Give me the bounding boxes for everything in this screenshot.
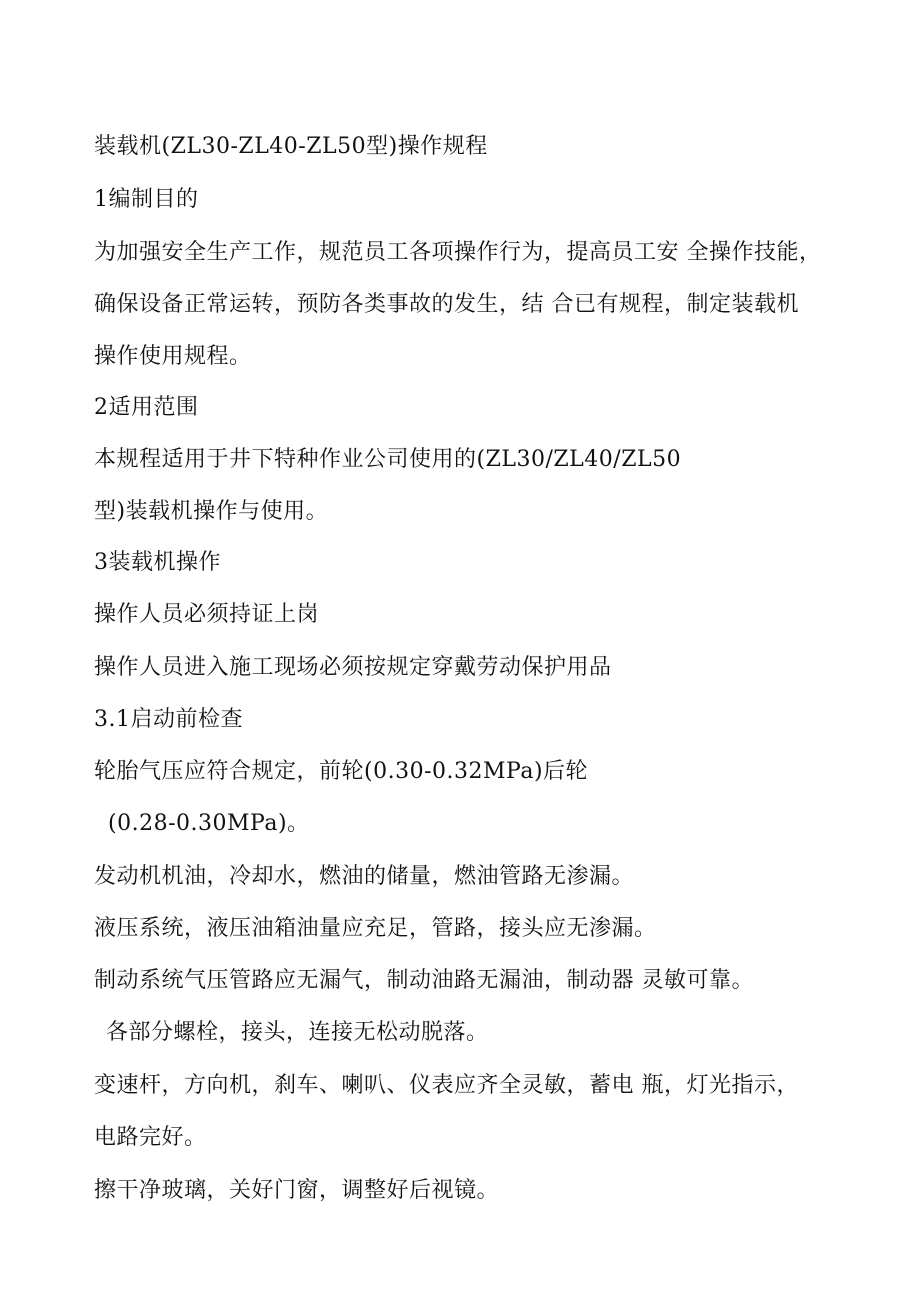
paragraph-line: 本规程适用于井下特种作业公司使用的(ZL30/ZL40/ZL50	[94, 447, 682, 472]
paragraph-line: 各部分螺栓，接头，连接无松动脱落。	[106, 1020, 489, 1045]
paragraph-line: (0.28-0.30MPa)。	[108, 811, 310, 836]
paragraph-line: 操作使用规程。	[94, 344, 252, 369]
section-heading-operation: 3装载机操作	[94, 550, 221, 575]
paragraph-line: 变速杆，方向机，刹车、喇叭、仪表应齐全灵敏，蓄电 瓶，灯光指示，	[94, 1073, 799, 1098]
paragraph-line: 操作人员进入施工现场必须按规定穿戴劳动保护用品	[94, 655, 612, 680]
paragraph-line: 确保设备正常运转，预防各类事故的发生，结 合已有规程，制定装载机	[94, 292, 799, 317]
paragraph-line: 电路完好。	[94, 1125, 207, 1150]
paragraph-line: 轮胎气压应符合规定，前轮(0.30-0.32MPa)后轮	[94, 759, 589, 784]
section-heading-purpose: 1编制目的	[94, 187, 199, 212]
paragraph-line: 为加强安全生产工作，规范员工各项操作行为，提高员工安 全操作技能，	[94, 240, 822, 265]
document-title: 装载机(ZL30-ZL40-ZL50型)操作规程	[94, 134, 488, 159]
paragraph-line: 操作人员必须持证上岗	[94, 602, 320, 627]
section-heading-scope: 2适用范围	[94, 395, 199, 420]
paragraph-line: 型)装载机操作与使用。	[94, 499, 329, 524]
paragraph-line: 液压系统，液压油箱油量应充足，管路，接头应无渗漏。	[94, 916, 657, 941]
subsection-heading-precheck: 3.1启动前检查	[94, 707, 243, 732]
paragraph-line: 擦干净玻璃，关好门窗，调整好后视镜。	[94, 1178, 500, 1203]
paragraph-line: 发动机机油，冷却水，燃油的储量，燃油管路无渗漏。	[94, 864, 635, 889]
paragraph-line: 制动系统气压管路应无漏气，制动油路无漏油，制动器 灵敏可靠。	[94, 968, 754, 993]
